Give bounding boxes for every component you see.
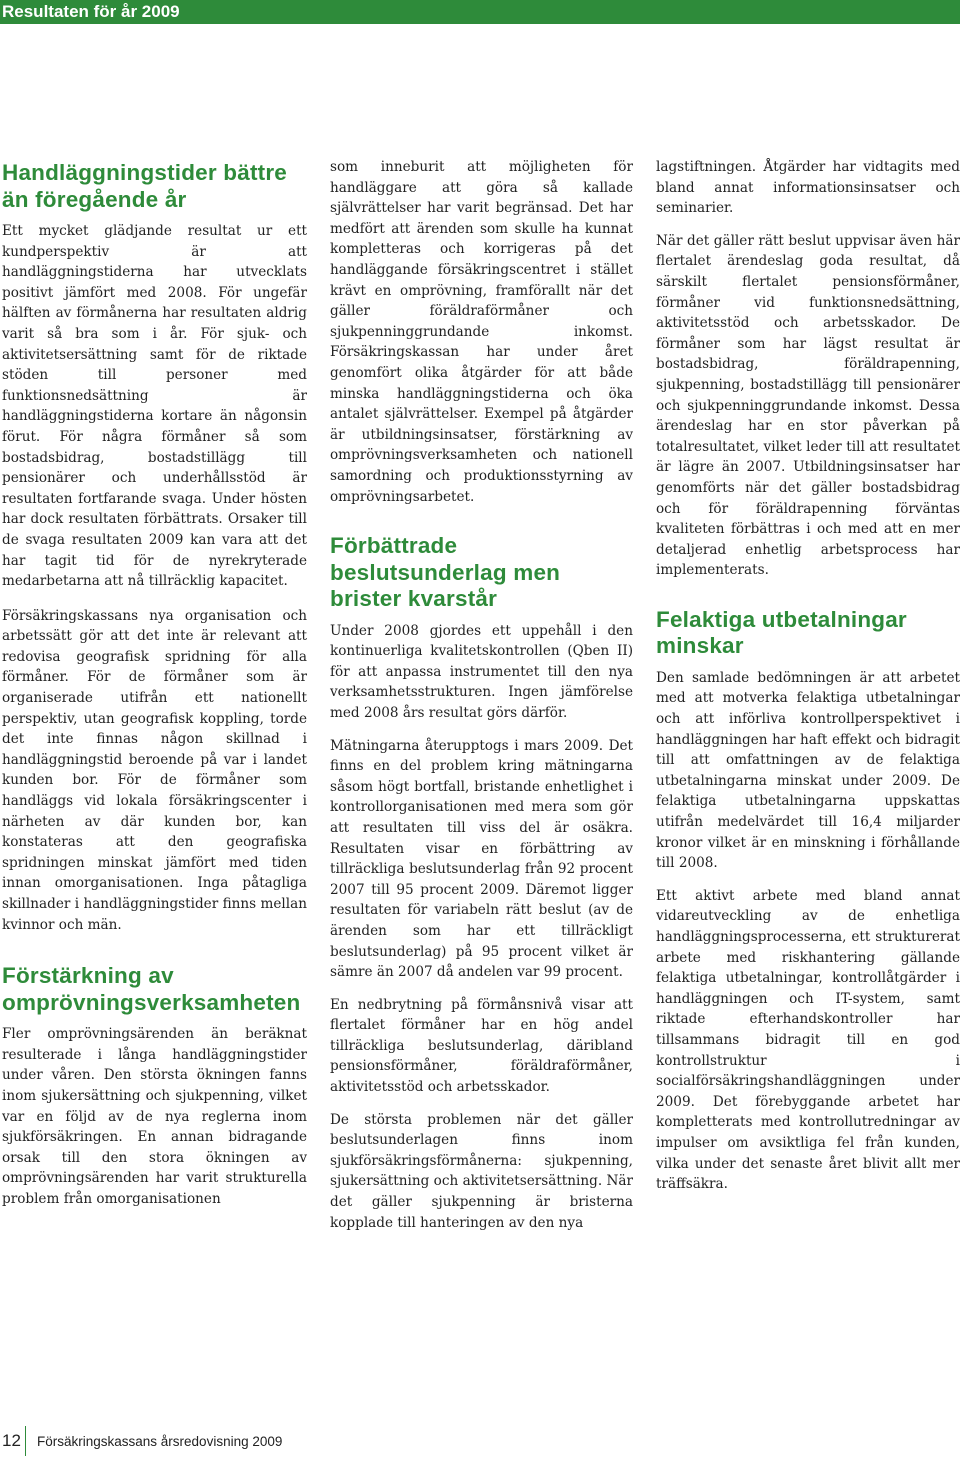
paragraph: När det gäller rätt beslut uppvisar även här flertalet ärendeslag goda resultat, då särskilt flertalet pensionsförmåner, förmåner vid funktionsnedsättning, aktivitetsstöd och arbetsskador. De förmåner som har lägst resultat är bostadsbidrag, föräldrapenning, sjukpenning, bostadstillägg till pensionärer och sjukpenninggrundande inkomst. Dessa ärendeslag har en stor påverkan på totalresultatet, vilket leder till att resultatet är lägre än 2007. Utbildningsinsatser har genomförts när det gäller bostadsbidrag och för föräldrapenning förväntas kvaliteten förbättras i och med att en mer detaljerad enhetlig arbetsprocess har implementerats. — [656, 232, 960, 579]
heading-handlaggningstider: Handläggningstider bättre än föregående år — [2, 160, 288, 212]
paragraph: Den samlade bedömningen är att arbetet med att motverka felaktiga utbetalningar och att införliva kontrollperspektivet i handläggningen har haft effekt och bidragit till att omfattningen av de felaktiga utbetalningarna minskat under 2009. De felaktiga utbetalningarna uppskattas utifrån medelvärdet till 16,4 miljarder kronor vilket är en minskning i förhållande till 2008. — [656, 669, 960, 872]
header-bar — [0, 0, 960, 24]
paragraph: En nedbrytning på förmånsnivå visar att flertalet förmåner har en hög andel tillräckliga beslutsunderlag, däribland pensionsförmåner, föräldraförmåner, aktivitetsstöd och arbetsskador. — [330, 996, 633, 1096]
paragraph: lagstiftningen. Åtgärder har vidtagits med bland annat informationsinsatser och seminarier. — [656, 159, 960, 217]
heading-felaktiga-utbetalningar: Felaktiga utbetalningar minskar — [656, 606, 907, 659]
heading-forbattrade-beslutsunderlag: Förbättrade beslutsunderlag men brister kvarstår — [330, 533, 561, 612]
paragraph: Under 2008 gjordes ett uppehåll i den kontinuerliga kvalitetskontrollen (Qben II) för att anpassa instrumentet till den nya verksamhetsstrukturen. Ingen jämförelse med 2008 års resultat görs därför. — [330, 622, 633, 721]
column-1 — [2, 160, 307, 1210]
column-3 — [656, 157, 960, 1195]
heading-forstarkning: Förstärkning av omprövningsverksamheten — [2, 963, 301, 1015]
paragraph: Ett aktivt arbete med bland annat vidareutveckling av de enhetliga handläggningsprocesserna, ett strukturerat arbete med riskhantering gällande felaktiga utbetalningar, kontrollåtgärder i handläggningen och IT-system, samt riktade efterhandskontroller har tillsammans bidragit till en god kontrollstruktur i socialförsäkringshandläggningen under 2009. Det förebyggande arbetet har kompletterats med kontrollutredningar av impulser om avsiktliga fel från kunden, vilka under det senaste året blivit allt mer träffsäkra. — [656, 887, 960, 1193]
page-number: 12 — [2, 1431, 21, 1450]
column-2 — [330, 157, 633, 1233]
footer-divider — [25, 1426, 26, 1456]
publication-name: Försäkringskassans årsredovisning 2009 — [37, 1434, 283, 1449]
paragraph: Försäkringskassans nya organisation och arbetssätt gör att det inte är relevant att redovisa geografisk spridning för alla förmåner. För de förmåner som är organiserade utifrån ett nationellt perspektiv, utan geografisk koppling, torde det inte finnas någon skillnad i handläggningstid beroende på var i landet kunden bor. För de förmåner som handläggs vid lokala försäkringscenter i närheten av där kunden bor, kan konstateras att den geografiska spridningen minskat jämfört med tiden innan omorganisationen. Inga påtagliga skillnader i handläggningstider finns mellan kvinnor och män. — [2, 607, 307, 933]
paragraph: Mätningarna återupptogs i mars 2009. Det finns en del problem kring mätningarna såsom högt bortfall, bristande enhetlighet i kontrollorganisationen med mera som gör att resultaten till viss del är osäkra. Resultaten visar en förbättring av tillräckliga beslutsunderlag från 92 procent 2007 till 95 procent 2009. Däremot ligger resultaten för variabeln rätt beslut (av de ärenden som har ett tillräckligt beslutsunderlag) på 95 procent vilket är sämre än 2007 då andelen var 99 procent. — [330, 737, 633, 981]
section-title: Resultaten för år 2009 — [2, 2, 180, 21]
paragraph: Fler omprövningsärenden än beräknat resulterade i långa handläggningstider under våren. Den största ökningen fanns inom sjukersättning och sjukpenning, vilket var en följd av de nya reglerna inom sjukförsäkringen. En annan bidragande orsak till den stora ökningen av omprövningsärenden har varit strukturella problem från omorganisationen — [2, 1026, 307, 1207]
paragraph: som inneburit att möjligheten för handläggare att göra så kallade självrättelser har varit begränsad. Det har medfört att ärenden som skulle ha kunnat kompletteras och korrigeras på det handläggande försäkringscentret i stället krävt en omprövning, framförallt när det gäller föräldraförmåner och sjukpenninggrundande inkomst. Försäkringskassan har under året genomfört olika åtgärder för att både minska handläggningstiderna och öka antalet självrättelser. Exempel på åtgärder är utbildningsinsatser, förstärkning av omprövningsverksamheten och nationell samordning och produktionsstyrning av omprövningsarbetet. — [330, 159, 633, 505]
paragraph: Ett mycket glädjande resultat ur ett kundperspektiv är att handläggningstiderna har utvecklats positivt jämfört med 2008. För ungefär hälften av förmånerna har resultaten aldrig varit så bra som i år. För sjuk- och aktivitetsersättning samt för de riktade stöden till personer med funktionsnedsättning är handläggningstiderna kortare än någonsin förut. För några förmåner så som bostadsbidrag, bostadstillägg till pensionärer och underhållsstöd är resultaten fortfarande svaga. Under hösten har dock resultaten förbättrats. Orsaker till de svaga resultaten 2009 kan vara att det har tagit tid för de nyrekryterade medarbetarna att nå tillräcklig kapacitet. — [2, 223, 307, 590]
paragraph: De största problemen när det gäller beslutsunderlagen finns inom sjukförsäkringsförmånerna: sjukpenning, sjukersättning och aktivitetsersättning. När det gäller sjukpenning är bristerna kopplade till hanteringen av den nya — [330, 1111, 633, 1231]
